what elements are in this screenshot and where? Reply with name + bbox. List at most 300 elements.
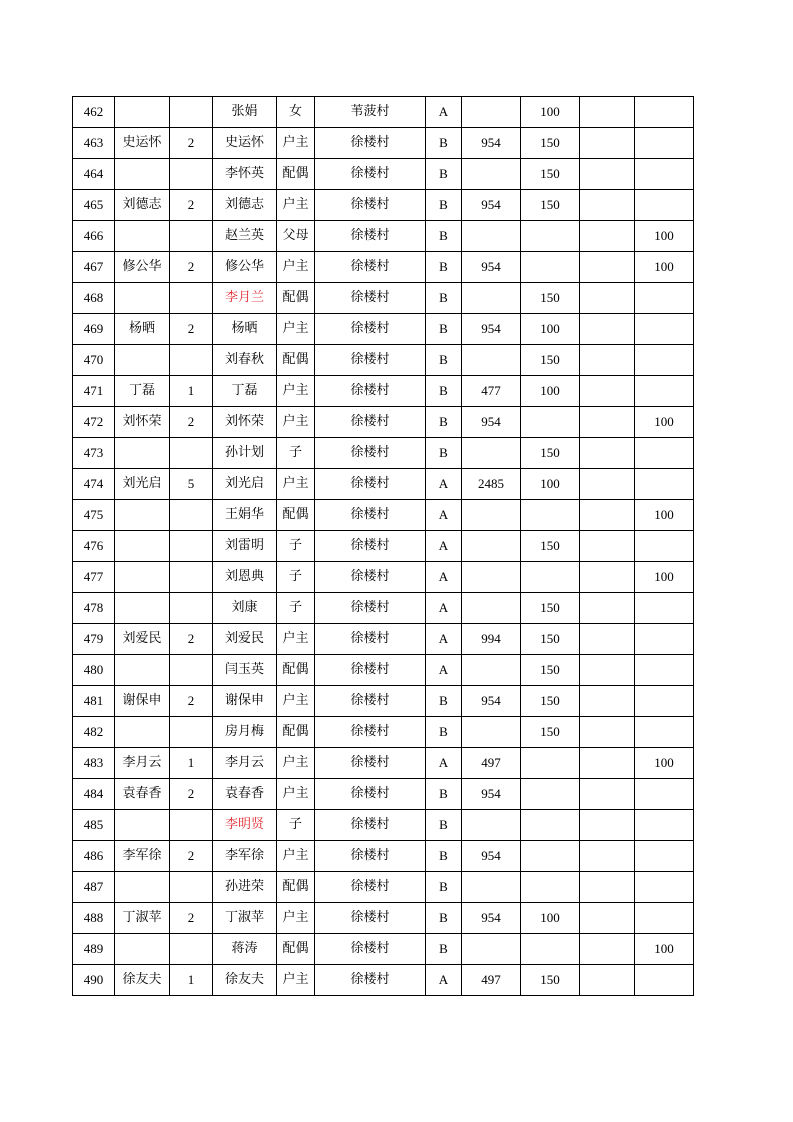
cell-village: 徐楼村: [315, 624, 426, 655]
cell-village: 徐楼村: [315, 934, 426, 965]
cell-value-b: [580, 128, 635, 159]
cell-village: 徐楼村: [315, 376, 426, 407]
cell-value-c: [635, 686, 694, 717]
cell-household-size: [170, 810, 213, 841]
cell-village: 徐楼村: [315, 314, 426, 345]
cell-member-name: 闫玉英: [213, 655, 277, 686]
cell-amount: 954: [462, 686, 521, 717]
table-row: [73, 655, 694, 686]
cell-village: 徐楼村: [315, 655, 426, 686]
cell-household-size: [170, 221, 213, 252]
cell-household-head: 史运怀: [115, 128, 170, 159]
cell-relation: 配偶: [277, 655, 315, 686]
cell-row-number: 466: [73, 221, 115, 252]
cell-row-number: 484: [73, 779, 115, 810]
cell-row-number: 473: [73, 438, 115, 469]
cell-row-number: 476: [73, 531, 115, 562]
table-row: [73, 562, 694, 593]
cell-row-number: 478: [73, 593, 115, 624]
cell-row-number: 472: [73, 407, 115, 438]
cell-household-head: [115, 97, 170, 128]
cell-value-a: [521, 500, 580, 531]
cell-relation: 户主: [277, 686, 315, 717]
cell-grade: A: [426, 655, 462, 686]
cell-grade: A: [426, 500, 462, 531]
cell-relation: 户主: [277, 903, 315, 934]
cell-value-a: 150: [521, 717, 580, 748]
cell-amount: 497: [462, 748, 521, 779]
cell-value-a: [521, 779, 580, 810]
cell-household-head: 谢保申: [115, 686, 170, 717]
cell-household-size: 2: [170, 686, 213, 717]
cell-row-number: 464: [73, 159, 115, 190]
cell-value-c: 100: [635, 252, 694, 283]
cell-household-head: [115, 283, 170, 314]
cell-relation: 户主: [277, 748, 315, 779]
cell-household-size: [170, 531, 213, 562]
cell-household-head: 徐友夫: [115, 965, 170, 996]
cell-village: 徐楼村: [315, 345, 426, 376]
cell-grade: B: [426, 407, 462, 438]
cell-row-number: 485: [73, 810, 115, 841]
cell-amount: [462, 97, 521, 128]
cell-household-head: [115, 531, 170, 562]
cell-relation: 子: [277, 562, 315, 593]
cell-village: 徐楼村: [315, 593, 426, 624]
cell-relation: 户主: [277, 469, 315, 500]
cell-relation: 户主: [277, 779, 315, 810]
cell-amount: 954: [462, 841, 521, 872]
cell-household-head: 刘爱民: [115, 624, 170, 655]
cell-household-size: [170, 593, 213, 624]
cell-member-name: 李明贤: [213, 810, 277, 841]
cell-relation: 配偶: [277, 345, 315, 376]
cell-value-a: [521, 562, 580, 593]
cell-member-name: 刘光启: [213, 469, 277, 500]
table-row: [73, 903, 694, 934]
cell-member-name: 刘怀荣: [213, 407, 277, 438]
cell-village: 徐楼村: [315, 190, 426, 221]
cell-grade: B: [426, 314, 462, 345]
cell-household-size: 1: [170, 748, 213, 779]
cell-value-a: 150: [521, 128, 580, 159]
cell-member-name: 谢保申: [213, 686, 277, 717]
cell-village: 苇菠村: [315, 97, 426, 128]
cell-row-number: 468: [73, 283, 115, 314]
cell-amount: [462, 438, 521, 469]
cell-value-a: 100: [521, 469, 580, 500]
cell-village: 徐楼村: [315, 810, 426, 841]
cell-value-c: [635, 841, 694, 872]
cell-value-a: 150: [521, 159, 580, 190]
cell-row-number: 487: [73, 872, 115, 903]
cell-household-head: [115, 438, 170, 469]
cell-value-a: 150: [521, 190, 580, 221]
cell-value-b: [580, 376, 635, 407]
cell-value-c: [635, 128, 694, 159]
cell-household-size: [170, 655, 213, 686]
cell-value-a: [521, 810, 580, 841]
cell-value-c: [635, 965, 694, 996]
table-row: [73, 531, 694, 562]
cell-member-name: 蒋涛: [213, 934, 277, 965]
cell-relation: 户主: [277, 190, 315, 221]
cell-value-a: 150: [521, 438, 580, 469]
cell-household-head: [115, 655, 170, 686]
cell-household-head: [115, 934, 170, 965]
cell-row-number: 462: [73, 97, 115, 128]
cell-member-name: 史运怀: [213, 128, 277, 159]
cell-member-name: 赵兰英: [213, 221, 277, 252]
cell-household-size: 2: [170, 903, 213, 934]
cell-relation: 父母: [277, 221, 315, 252]
cell-household-size: 2: [170, 779, 213, 810]
cell-value-c: [635, 593, 694, 624]
cell-relation: 子: [277, 593, 315, 624]
cell-value-a: 100: [521, 314, 580, 345]
cell-relation: 户主: [277, 128, 315, 159]
cell-value-b: [580, 841, 635, 872]
cell-village: 徐楼村: [315, 686, 426, 717]
table-row: [73, 97, 694, 128]
cell-household-head: 李军徐: [115, 841, 170, 872]
cell-household-head: 修公华: [115, 252, 170, 283]
cell-relation: 户主: [277, 407, 315, 438]
cell-relation: 配偶: [277, 500, 315, 531]
cell-value-b: [580, 562, 635, 593]
cell-relation: 子: [277, 810, 315, 841]
cell-grade: A: [426, 562, 462, 593]
cell-member-name: 孙进荣: [213, 872, 277, 903]
cell-value-c: 100: [635, 562, 694, 593]
cell-grade: B: [426, 190, 462, 221]
cell-value-a: 100: [521, 97, 580, 128]
cell-value-b: [580, 190, 635, 221]
cell-household-head: 丁淑苹: [115, 903, 170, 934]
cell-amount: [462, 221, 521, 252]
cell-amount: [462, 345, 521, 376]
cell-value-c: [635, 159, 694, 190]
cell-value-b: [580, 810, 635, 841]
cell-village: 徐楼村: [315, 221, 426, 252]
cell-household-size: [170, 562, 213, 593]
cell-value-b: [580, 624, 635, 655]
cell-household-head: 李月云: [115, 748, 170, 779]
cell-grade: B: [426, 438, 462, 469]
cell-value-b: [580, 779, 635, 810]
cell-household-size: [170, 97, 213, 128]
cell-value-c: 100: [635, 748, 694, 779]
cell-value-b: [580, 500, 635, 531]
cell-value-a: 150: [521, 531, 580, 562]
table-row: [73, 965, 694, 996]
cell-row-number: 475: [73, 500, 115, 531]
cell-relation: 子: [277, 438, 315, 469]
table-row: [73, 283, 694, 314]
cell-member-name: 袁春香: [213, 779, 277, 810]
cell-row-number: 483: [73, 748, 115, 779]
cell-grade: B: [426, 872, 462, 903]
cell-row-number: 474: [73, 469, 115, 500]
cell-amount: [462, 159, 521, 190]
cell-value-b: [580, 97, 635, 128]
household-table: [72, 96, 694, 996]
cell-value-b: [580, 531, 635, 562]
cell-value-b: [580, 903, 635, 934]
cell-member-name: 李怀英: [213, 159, 277, 190]
cell-relation: 户主: [277, 624, 315, 655]
cell-household-size: 1: [170, 965, 213, 996]
table-row: [73, 779, 694, 810]
cell-village: 徐楼村: [315, 469, 426, 500]
cell-amount: 994: [462, 624, 521, 655]
cell-value-a: 150: [521, 624, 580, 655]
cell-grade: A: [426, 624, 462, 655]
cell-amount: [462, 934, 521, 965]
cell-amount: [462, 562, 521, 593]
cell-amount: 954: [462, 190, 521, 221]
cell-row-number: 470: [73, 345, 115, 376]
cell-value-b: [580, 159, 635, 190]
table-row: [73, 593, 694, 624]
cell-row-number: 482: [73, 717, 115, 748]
cell-value-b: [580, 593, 635, 624]
cell-member-name: 刘雷明: [213, 531, 277, 562]
cell-village: 徐楼村: [315, 531, 426, 562]
cell-grade: A: [426, 593, 462, 624]
cell-household-head: 杨晒: [115, 314, 170, 345]
cell-value-b: [580, 748, 635, 779]
cell-grade: B: [426, 345, 462, 376]
cell-village: 徐楼村: [315, 748, 426, 779]
cell-grade: B: [426, 810, 462, 841]
cell-household-head: [115, 562, 170, 593]
cell-grade: A: [426, 965, 462, 996]
cell-amount: [462, 810, 521, 841]
cell-household-size: 2: [170, 128, 213, 159]
cell-value-c: [635, 531, 694, 562]
cell-value-a: 150: [521, 655, 580, 686]
cell-household-size: [170, 345, 213, 376]
cell-household-head: [115, 593, 170, 624]
cell-row-number: 490: [73, 965, 115, 996]
cell-grade: B: [426, 903, 462, 934]
cell-relation: 子: [277, 531, 315, 562]
cell-row-number: 486: [73, 841, 115, 872]
cell-value-c: [635, 903, 694, 934]
cell-member-name: 李月云: [213, 748, 277, 779]
cell-member-name: 徐友夫: [213, 965, 277, 996]
cell-relation: 户主: [277, 965, 315, 996]
cell-village: 徐楼村: [315, 872, 426, 903]
cell-grade: B: [426, 376, 462, 407]
table-row: [73, 810, 694, 841]
table-row: [73, 252, 694, 283]
cell-value-b: [580, 283, 635, 314]
cell-household-size: 2: [170, 624, 213, 655]
cell-value-c: [635, 469, 694, 500]
cell-household-size: [170, 872, 213, 903]
cell-household-head: [115, 345, 170, 376]
cell-value-a: 150: [521, 686, 580, 717]
table-row: [73, 376, 694, 407]
cell-value-a: 150: [521, 593, 580, 624]
cell-grade: B: [426, 779, 462, 810]
cell-village: 徐楼村: [315, 438, 426, 469]
cell-household-head: 袁春香: [115, 779, 170, 810]
cell-household-size: 1: [170, 376, 213, 407]
cell-row-number: 463: [73, 128, 115, 159]
cell-relation: 女: [277, 97, 315, 128]
cell-value-a: 150: [521, 345, 580, 376]
cell-relation: 户主: [277, 841, 315, 872]
cell-row-number: 480: [73, 655, 115, 686]
table-row: [73, 624, 694, 655]
cell-household-head: [115, 717, 170, 748]
cell-relation: 户主: [277, 376, 315, 407]
cell-value-c: [635, 655, 694, 686]
cell-value-b: [580, 438, 635, 469]
cell-village: 徐楼村: [315, 562, 426, 593]
cell-relation: 配偶: [277, 717, 315, 748]
cell-value-c: [635, 624, 694, 655]
cell-household-size: [170, 438, 213, 469]
cell-relation: 配偶: [277, 934, 315, 965]
cell-household-head: [115, 872, 170, 903]
cell-value-c: [635, 376, 694, 407]
cell-relation: 配偶: [277, 159, 315, 190]
cell-grade: B: [426, 252, 462, 283]
cell-village: 徐楼村: [315, 500, 426, 531]
cell-value-c: [635, 779, 694, 810]
cell-amount: [462, 593, 521, 624]
table-row: [73, 438, 694, 469]
table-row: [73, 221, 694, 252]
cell-value-b: [580, 965, 635, 996]
cell-value-b: [580, 221, 635, 252]
cell-household-size: 2: [170, 252, 213, 283]
cell-member-name: 房月梅: [213, 717, 277, 748]
cell-grade: B: [426, 841, 462, 872]
cell-value-b: [580, 252, 635, 283]
cell-value-c: [635, 872, 694, 903]
cell-household-head: 刘光启: [115, 469, 170, 500]
table-row: [73, 469, 694, 500]
cell-value-c: [635, 345, 694, 376]
cell-value-a: [521, 748, 580, 779]
cell-value-c: [635, 283, 694, 314]
cell-household-size: 5: [170, 469, 213, 500]
cell-amount: 2485: [462, 469, 521, 500]
cell-value-c: 100: [635, 934, 694, 965]
cell-household-size: 2: [170, 841, 213, 872]
cell-household-size: [170, 159, 213, 190]
cell-grade: B: [426, 934, 462, 965]
cell-value-a: 150: [521, 965, 580, 996]
cell-value-b: [580, 686, 635, 717]
table-row: [73, 500, 694, 531]
cell-amount: 954: [462, 407, 521, 438]
cell-amount: [462, 655, 521, 686]
cell-amount: 497: [462, 965, 521, 996]
cell-household-head: [115, 159, 170, 190]
table-row: [73, 872, 694, 903]
table-row: [73, 314, 694, 345]
cell-household-size: [170, 717, 213, 748]
table-row: [73, 345, 694, 376]
cell-household-head: [115, 810, 170, 841]
cell-value-c: [635, 190, 694, 221]
cell-amount: 954: [462, 252, 521, 283]
cell-member-name: 刘恩典: [213, 562, 277, 593]
cell-amount: [462, 500, 521, 531]
cell-member-name: 刘春秋: [213, 345, 277, 376]
cell-member-name: 刘爱民: [213, 624, 277, 655]
cell-grade: A: [426, 748, 462, 779]
cell-value-b: [580, 655, 635, 686]
cell-value-c: [635, 438, 694, 469]
table-row: [73, 686, 694, 717]
cell-household-size: [170, 934, 213, 965]
cell-member-name: 丁淑苹: [213, 903, 277, 934]
cell-row-number: 479: [73, 624, 115, 655]
cell-village: 徐楼村: [315, 128, 426, 159]
cell-village: 徐楼村: [315, 965, 426, 996]
table-row: [73, 128, 694, 159]
cell-value-a: 100: [521, 376, 580, 407]
cell-member-name: 丁磊: [213, 376, 277, 407]
cell-value-b: [580, 717, 635, 748]
cell-amount: 954: [462, 903, 521, 934]
cell-value-a: [521, 872, 580, 903]
cell-value-b: [580, 345, 635, 376]
cell-village: 徐楼村: [315, 407, 426, 438]
cell-row-number: 469: [73, 314, 115, 345]
cell-value-b: [580, 469, 635, 500]
cell-relation: 配偶: [277, 872, 315, 903]
cell-grade: B: [426, 128, 462, 159]
cell-row-number: 477: [73, 562, 115, 593]
cell-grade: B: [426, 221, 462, 252]
cell-village: 徐楼村: [315, 779, 426, 810]
cell-value-a: 100: [521, 903, 580, 934]
cell-row-number: 465: [73, 190, 115, 221]
cell-grade: A: [426, 531, 462, 562]
table-row: [73, 407, 694, 438]
cell-household-size: [170, 283, 213, 314]
table-row: [73, 717, 694, 748]
cell-relation: 户主: [277, 252, 315, 283]
table-row: [73, 190, 694, 221]
cell-amount: 954: [462, 128, 521, 159]
cell-member-name: 李月兰: [213, 283, 277, 314]
cell-household-head: 丁磊: [115, 376, 170, 407]
cell-household-head: [115, 221, 170, 252]
cell-member-name: 修公华: [213, 252, 277, 283]
cell-amount: 954: [462, 314, 521, 345]
cell-household-head: 刘德志: [115, 190, 170, 221]
cell-value-c: 100: [635, 407, 694, 438]
cell-amount: 954: [462, 779, 521, 810]
cell-value-b: [580, 934, 635, 965]
cell-row-number: 489: [73, 934, 115, 965]
cell-member-name: 刘康: [213, 593, 277, 624]
cell-grade: B: [426, 283, 462, 314]
cell-amount: [462, 717, 521, 748]
cell-village: 徐楼村: [315, 903, 426, 934]
cell-row-number: 467: [73, 252, 115, 283]
cell-value-a: [521, 407, 580, 438]
